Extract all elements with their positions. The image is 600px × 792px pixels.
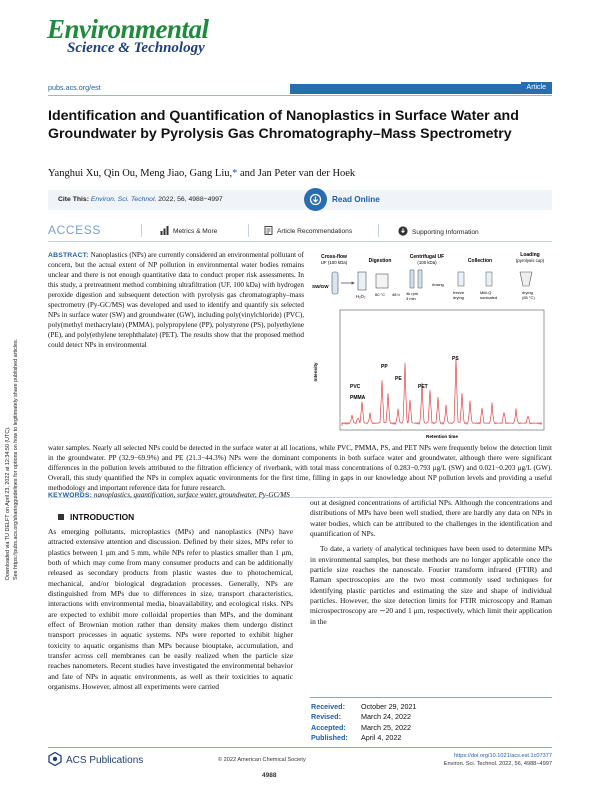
intro-right-para1: out at designed concentrations of artificial NPs. Although the concentrations and distributions of MPs have been well studied, there are hardly any data on NPs in water bodies, which can be attributed to the challenges in the identification and quantification of NPs. (310, 498, 552, 539)
toc-label-time: 48 h (392, 292, 400, 297)
intro-right-para2: To date, a variety of analytical techniques have been used to determine MPs in environmental samples, but these methods are no longer applicable once the particle size reaches the nanoscale. Fourier transform infrared (FTIR) and Raman spectroscopies are the two most commonly used techniques for identifying plastic particles and estimating the size and shape of individual particles. However, the size detection limits for FTIR microscopy and Raman microspectroscopy are ∼20 and 1 μm, respectively, which limit their application in the (310, 544, 552, 626)
metrics-icon (160, 226, 169, 237)
toc-label-rinsing: rinsing (432, 282, 444, 287)
tab-divider-2 (378, 224, 379, 237)
section-bullet-icon (58, 514, 64, 520)
corresponding-author-star[interactable]: * (232, 168, 238, 179)
intro-heading (58, 512, 134, 522)
toc-x-label: Retention time (426, 434, 458, 439)
toc-label-freeze2: drying (453, 295, 464, 300)
journal-logo-line1: Environmental (47, 14, 209, 44)
date-label: Published: (311, 733, 348, 743)
page-number: 4988 (262, 772, 277, 779)
supporting-info-icon (398, 226, 408, 238)
read-online-label: Read Online (332, 195, 380, 204)
keywords-list: nanoplastics, quantification, surface water, groundwater, Py-GC/MS (92, 491, 290, 499)
toc-filter-icon (332, 272, 338, 294)
cite-this[interactable] (58, 196, 223, 203)
toc-label-freeze: freeze (453, 290, 465, 295)
supporting-info-label: Supporting Information (412, 228, 479, 236)
metrics-button[interactable] (160, 226, 217, 237)
toc-label-h2o2: H₂O₂ (356, 294, 366, 299)
footer-citation: Environ. Sci. Technol. 2022, 56, 4988−4997 (443, 761, 552, 767)
journal-logo[interactable] (47, 16, 207, 58)
toc-step-collection: Collection (467, 258, 493, 264)
toc-peak-pvc: PVC (350, 384, 361, 390)
toc-step-crossflow: Cross-flow (321, 254, 347, 260)
authors-main: Yanghui Xu, Qin Ou, Meng Jiao, Gang Liu, (48, 168, 233, 179)
access-label: ACCESS (48, 223, 101, 237)
date-label: Received: (311, 702, 345, 711)
date-value: March 25, 2022 (361, 722, 411, 732)
date-value: March 24, 2022 (361, 712, 411, 722)
toc-label-temp: 60 °C (375, 292, 386, 297)
abstract-left (48, 251, 304, 351)
toc-beaker-icon (358, 272, 366, 290)
doi-block (444, 752, 552, 768)
recommendations-label: Article Recommendations (277, 228, 353, 235)
toc-peak-ps: PS (452, 356, 459, 362)
keywords-label: KEYWORDS: (48, 492, 93, 499)
download-notice (4, 250, 38, 580)
toc-incubator-icon (376, 274, 388, 288)
acs-logo-icon (48, 752, 62, 769)
journal-logo-line2: Science & Technology (67, 40, 205, 56)
toc-step-loading-sub: (pyrolysis cup) (515, 258, 545, 263)
date-value: April 4, 2022 (361, 733, 402, 743)
toc-peak-pet: PET (418, 384, 428, 390)
recommendations-button[interactable] (264, 226, 352, 237)
read-online-icon (304, 188, 327, 211)
cite-journal: Environ. Sci. Technol. (90, 196, 157, 203)
tab-divider-1 (248, 224, 249, 237)
intro-left-column: As emerging pollutants, microplastics (MPs) and nanoplastics (NPs) have attracted extensive attention and discussion. Defined by their sizes, MPs refer to plastics between 1 μm and 5 mm, while NPs refer to plastics smaller than 1 μm, both of which may come from many consumer products and can be additionally released as secondary products from plastic wastes due to photochemical, mechanical, and/or biological degradation processes. Generally, NPs are distinguished from MPs due to differences in size, transport characteristics, interactions with environmental media, bioavailability, and ecological risks. NPs are expected to exhibit more colloidal properties than MPs, and the dominant effect of Brownian motion rather than density makes them undergo distinct transport processes in aquatic systems. NPs were reported to exhibit higher toxicity to aquatic organisms than MPs because biouptake, accumulation, and transfer across cell membranes can be easily realized when the particle size reaches nanometers. Recent studies have investigated the environmental behavior and fate of NPs in aquatic environments, as well as their toxicities to aquatic organisms. However, almost all experiments were carried (48, 527, 293, 692)
copyright: © 2022 American Chemical Society (218, 757, 306, 763)
dates-divider (310, 697, 552, 698)
toc-step-digestion: Digestion (368, 258, 392, 264)
access-bar (48, 222, 552, 242)
access-divider (141, 224, 142, 237)
toc-peak-pe: PE (395, 376, 402, 382)
toc-graphic (310, 250, 552, 442)
toc-label-rpm: 4k rpm (406, 291, 419, 296)
toc-y-label: Intensity (313, 362, 318, 382)
toc-label-swgw: SW/GW (312, 284, 329, 289)
article-type-badge: Article (521, 82, 552, 93)
toc-vial-icon-1 (458, 272, 464, 286)
acs-publications-logo[interactable] (48, 752, 143, 769)
recommendations-icon (264, 226, 273, 237)
acs-publications-label: ACS Publications (66, 755, 144, 766)
read-online-button[interactable] (304, 188, 380, 211)
date-row (311, 702, 417, 712)
toc-label-milliq2: sonicated (480, 295, 498, 300)
date-row (311, 733, 417, 743)
date-label: Revised: (311, 712, 341, 722)
abstract-part1: Nanoplastics (NPs) are currently considered an environmental pollutant of concern, but the actual extent of NP pollution in environmental water bodies remains unclear and there is not enough quantitative data to conduct proper risk assessments. In this study, a pretreatment method combining ultrafiltration (UF, 100 kDa) with hydrogen peroxide digestion and subsequent detection with pyrolysis gas chromatography–mass spectrometry (Py-GC/MS) was developed and used to identify and quantify six selected NPs in surface water (SW) and groundwater (GW), including poly(vinylchloride) (PVC), poly(methyl methacrylate) (PMMA), polypropylene (PP), polystyrene (PS), polyethylene (PE), and poly(ethylene terephthalate) (PET). The results show that the proposed method could detect NPs in environmental (48, 251, 304, 349)
article-title: Identification and Quantification of Nanoplastics in Surface Water and Groundwater by Pyrolysis Gas Chromatography–Mass Spectrometry (48, 108, 519, 142)
journal-url[interactable]: pubs.acs.org/est (48, 83, 101, 92)
toc-chart-frame (340, 310, 544, 430)
toc-step-crossflow-sub: UF (100 kDa) (320, 260, 348, 265)
header-divider (48, 95, 552, 96)
abstract-label: ABSTRACT: (48, 252, 89, 259)
author-list (48, 168, 355, 179)
toc-tube-icon-1 (410, 270, 414, 288)
date-label: Accepted: (311, 722, 346, 732)
publication-dates (311, 702, 417, 744)
toc-label-min: 3 min (406, 296, 416, 301)
download-notice-line1: Downloaded via TU DELFT on April 23, 2022 at 12:34:50 (UTC). (5, 426, 11, 580)
toc-label-milliq: Milli-Q (480, 290, 492, 295)
date-value: October 29, 2021 (361, 702, 417, 711)
supporting-info-button[interactable] (398, 226, 479, 238)
toc-cup-icon (520, 272, 532, 286)
metrics-label: Metrics & More (173, 228, 218, 235)
date-row (311, 712, 417, 722)
date-row (311, 723, 417, 733)
footer-divider (48, 747, 552, 748)
toc-label-drying: drying (522, 290, 533, 295)
toc-step-centrifugal-sub: (100 kDa) (417, 260, 437, 265)
toc-figure (310, 250, 552, 442)
toc-peak-pmma: PMMA (350, 395, 366, 401)
toc-vial-icon-2 (486, 272, 492, 286)
cite-rest: 2022, 56, 4988−4997 (156, 196, 223, 203)
toc-tube-icon-2 (418, 270, 422, 288)
authors-tail: and Jan Peter van der Hoek (237, 168, 356, 179)
cite-label: Cite This: (58, 196, 89, 203)
download-notice-line2: See https://pubs.acs.org/sharingguidelines for options on how to legitimately share published articles. (13, 338, 19, 580)
intro-heading-label: INTRODUCTION (70, 512, 135, 522)
toc-peak-pp: PP (381, 364, 388, 370)
doi-link[interactable]: https://doi.org/10.1021/acs.est.1c07377 (454, 753, 552, 759)
toc-step-centrifugal: Centrifugal UF (409, 254, 445, 260)
toc-step-loading: Loading (520, 252, 540, 258)
abstract-full-width: water samples. Nearly all selected NPs could be detected in the surface water at all locations, while PVC, PMMA, PS, and PET NPs were frequently below the detection limit in the groundwater. PP (32.9−69.9%) and PE (21.3−44.3%) NPs were the dominant components in both surface water and groundwater, although there were significant differences in the pollution levels attributed to the filtration efficiency of riverbank, with total mass concentrations of 0.283−0.793 μg/L (SW) and 0.021−0.203 μg/L (GW). Overall, this study quantified the NPs in complex aquatic environments for the first time, filling in gaps in our knowledge about NP pollution levels and providing a useful methodology and important reference data for future research. (48, 444, 552, 492)
toc-label-drying2: (65 °C) (522, 295, 535, 300)
intro-right-column (310, 498, 552, 627)
article-type-bar (290, 84, 552, 94)
